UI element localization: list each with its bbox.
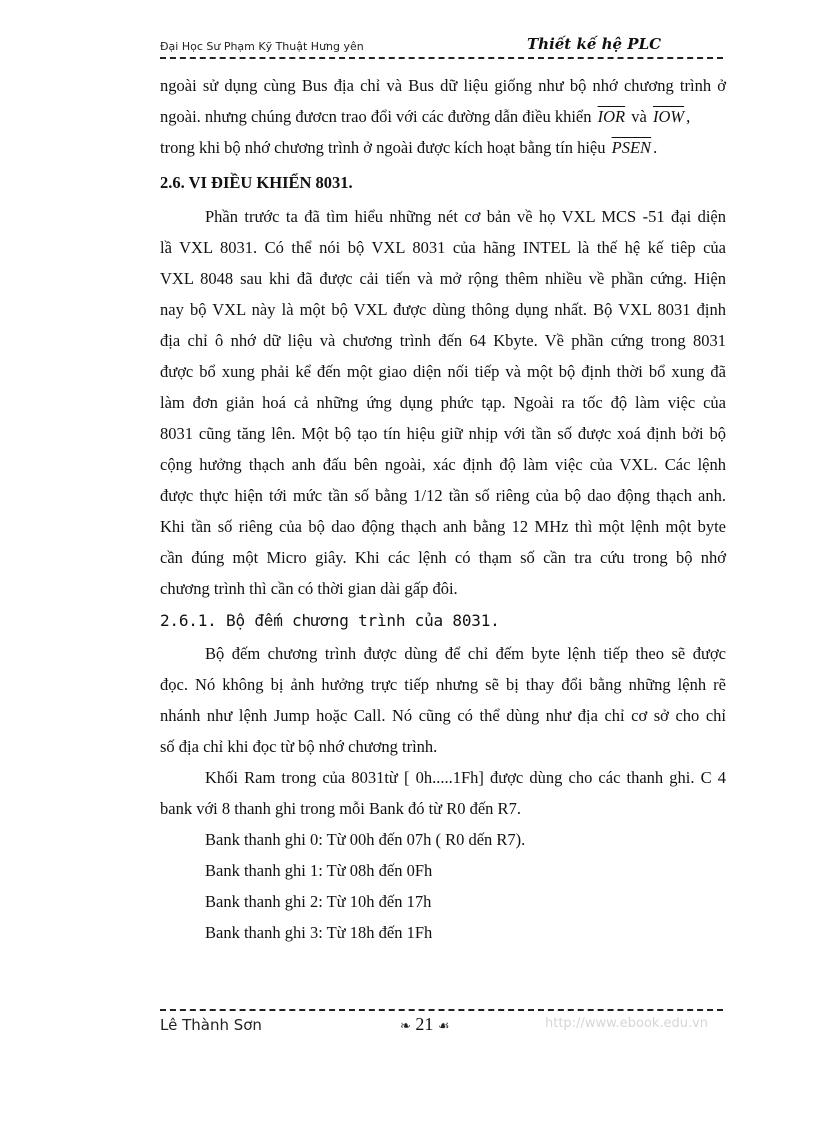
period: . (653, 138, 658, 157)
footer-page-number-group (400, 1014, 450, 1035)
paragraph-line: nay bộ VXL này là một bộ VXL được dùng thông dụng nhất. Bộ VXL 8031 định (160, 300, 726, 319)
paragraph-line: đọc. Nó không bị ảnh hưởng trực tiếp nhưng sẽ bị thay đổi bằng những lệnh rẽ (160, 675, 726, 694)
register-bank-item: Bank thanh ghi 0: Từ 00h đến 07h ( R0 dến R7). (205, 830, 526, 849)
header-institution: Đại Học Sư Phạm Kỹ Thuật Hưng yên (160, 40, 364, 53)
comma: , (686, 107, 691, 126)
paragraph-line: được bổ xung phải kể đến một giao diện nối tiếp và một bộ định thời bổ xung đã (160, 362, 726, 381)
signal-ior: $\overline{IOR}$ (597, 107, 626, 126)
paragraph-line: bank với 8 thanh ghi trong mỗi Bank đó từ R0 đến R7. (160, 799, 521, 818)
footer-author: Lê Thành Sơn (160, 1016, 262, 1034)
subsection-heading: 2.6.1. Bộ đếm chương trình của 8031. (160, 611, 500, 630)
section-paragraph (160, 201, 726, 604)
intro-line-2 (160, 101, 726, 132)
register-bank-item: Bank thanh ghi 2: Từ 10h đến 17h (205, 892, 432, 911)
subsection-paragraph-1 (160, 638, 726, 762)
register-bank-item: Bank thanh ghi 1: Từ 08h đến 0Fh (205, 861, 433, 880)
page-number: 21 (415, 1014, 434, 1034)
footer-watermark-url: http://www.ebook.edu.vn (545, 1016, 709, 1031)
page-body (160, 70, 726, 948)
paragraph-line: Khối Ram trong của 8031từ [ 0h.....1Fh] được dùng cho các thanh ghi. C 4 (205, 768, 726, 787)
paragraph-line: số địa chỉ khi đọc từ bộ nhớ chương trình. (160, 737, 438, 756)
section-heading: 2.6. VI ĐIỀU KHIỂN 8031. (160, 173, 353, 192)
paragraph-line: Phần trước ta đã tìm hiểu những nét cơ bản về họ VXL MCS -51 đại diện (205, 207, 726, 226)
signal-iow: $\overline{IOW}$ (652, 107, 685, 126)
ornament-right-icon: ☙ (437, 1018, 450, 1033)
paragraph-line: VXL 8048 sau khi đã được cải tiến và mở rộng thêm nhiều về phần cứng. Hiện (160, 269, 726, 288)
paragraph-line: được thực hiện tới mức tần số bằng 1/12 tần số riêng của bộ dao động thạch anh. (160, 486, 726, 505)
register-bank-list (160, 824, 726, 948)
header-title: Thiết kế hệ PLC (527, 35, 662, 53)
paragraph-line: chương trình thì cần có thời gian dài gấp đôi. (160, 579, 458, 598)
paragraph-line: nhánh như lệnh Jump hoặc Call. Nó cũng có thể dùng như địa chỉ cơ sở cho chỉ (160, 706, 726, 725)
paragraph-line: cần đúng một Micro giây. Khi các lệnh có thạm số cần tra cứu trong bộ nhớ (160, 548, 726, 567)
signal-psen: PSEN (611, 138, 652, 157)
paragraph-line: 8031 cũng tăng lên. Một bộ tạo tín hiệu giữ nhịp với tần số được xoá định bởi bộ (160, 424, 726, 443)
intro-line-3-text: trong khi bộ nhớ chương trình ở ngoài được kích hoạt bằng tín hiệu (160, 138, 606, 157)
paragraph-line: Bộ đếm chương trình được dùng để chỉ đếm byte lệnh tiếp theo sẽ được (205, 644, 726, 663)
intro-line-2-text: ngoài. nhưng chúng đươcn trao đổi với các đường dẫn điều khiển (160, 107, 592, 126)
footer-divider (160, 1009, 723, 1011)
paragraph-line: Khi tần số riêng của bộ dao động thạch anh bằng 12 MHz thì một lệnh một byte (160, 517, 726, 536)
register-bank-item: Bank thanh ghi 3: Từ 18h đến 1Fh (205, 923, 433, 942)
intro-line-3 (160, 132, 726, 163)
paragraph-line: lầ VXL 8031. Có thể nói bộ VXL 8031 của hãng INTEL là thế hệ kế tiêp của (160, 238, 726, 257)
header-divider (160, 57, 723, 59)
intro-line-1: ngoài sử dụng cùng Bus địa chỉ và Bus dữ liệu giống như bộ nhớ chương trình ở (160, 76, 726, 95)
paragraph-line: địa chỉ ô nhớ dữ liệu và chương trình đến 64 Kbyte. Về phần cứng trong 8031 (160, 331, 726, 350)
paragraph-line: làm đơn giản hoá cả những ứng dụng phức tạp. Ngoài ra tốc độ làm việc của (160, 393, 726, 412)
conjunction: và (631, 107, 647, 126)
ornament-left-icon: ❧ (400, 1018, 411, 1033)
paragraph-line: cộng hưởng thạch anh đấu bên ngoài, xác định độ làm việc của VXL. Các lệnh (160, 455, 726, 474)
subsection-paragraph-2 (160, 762, 726, 824)
